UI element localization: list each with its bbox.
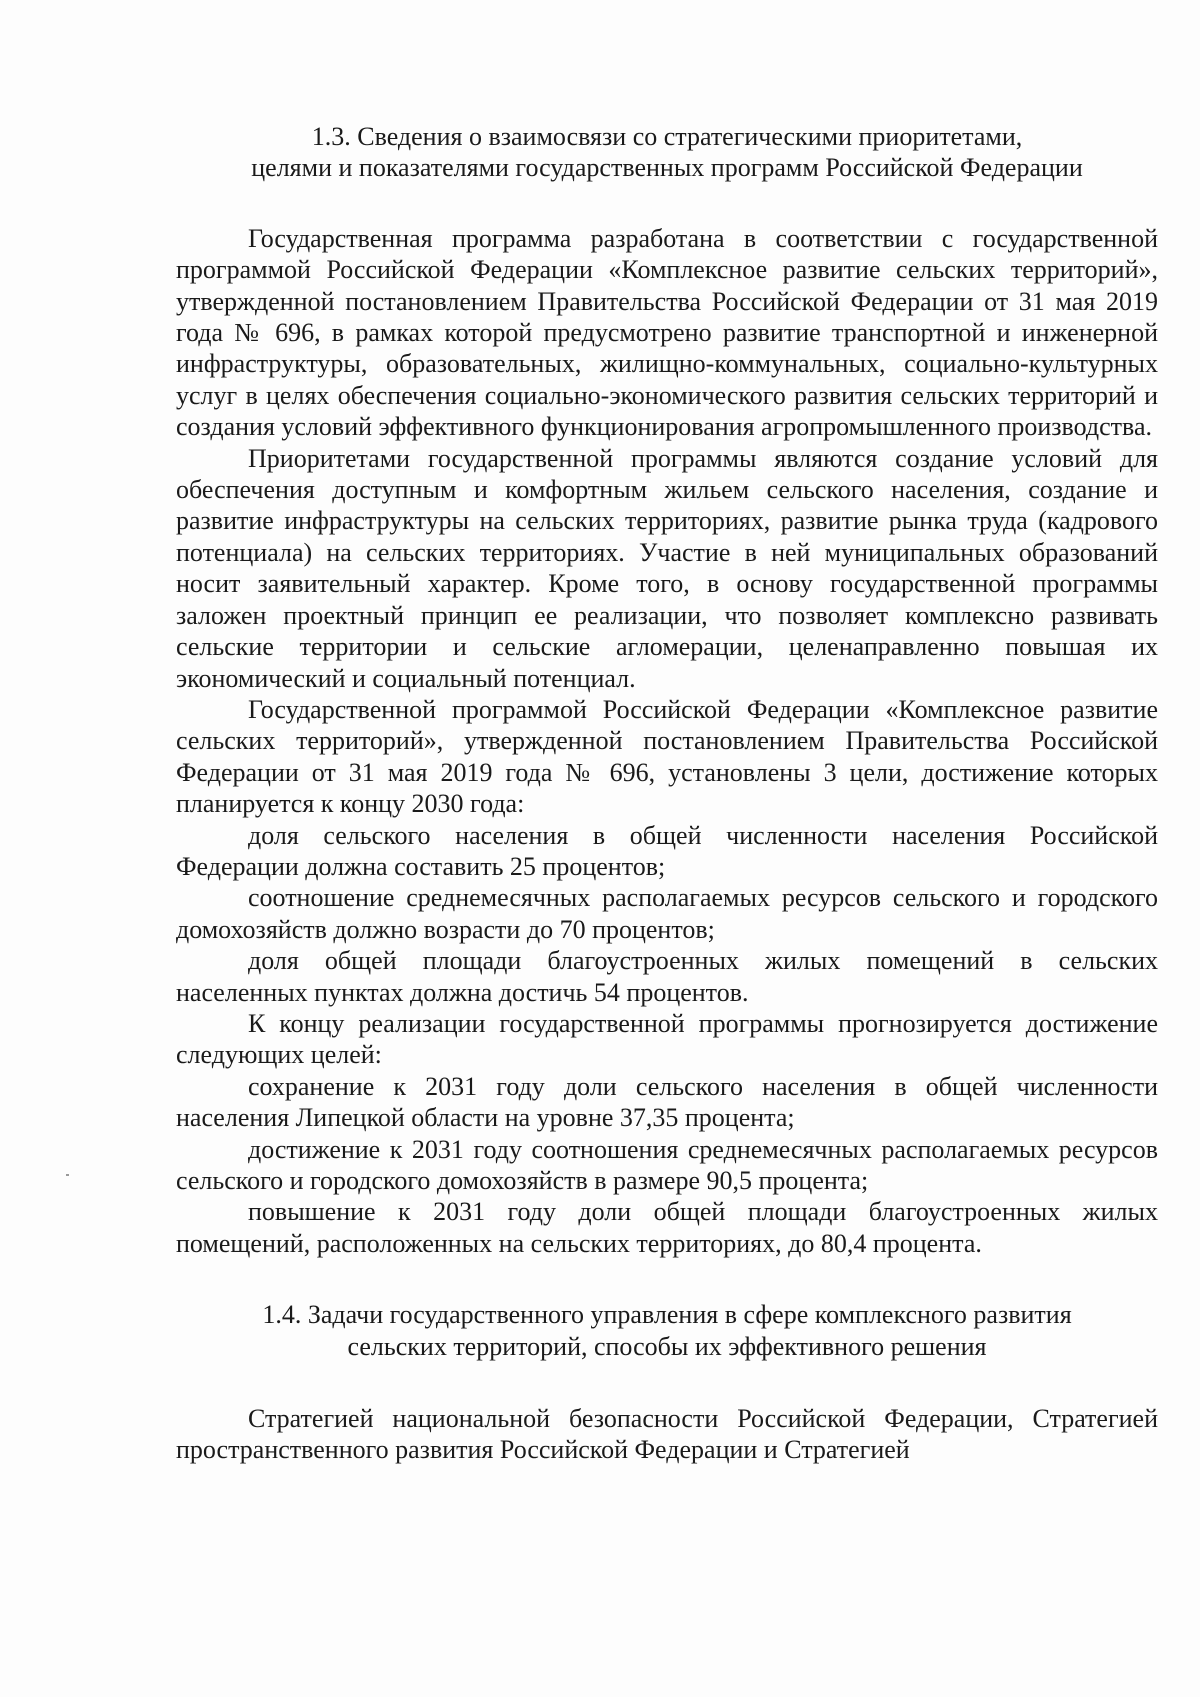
list-item: доля общей площади благоустроенных жилых помещений в сельских населенных пунктах должна достичь 54 процентов. (176, 946, 1158, 1007)
section-1-4-heading-line1: 1.4. Задачи государственного управления в сфере комплексного развития (262, 1300, 1072, 1330)
list-item: сохранение к 2031 году доли сельского населения в общей численности населения Липецкой области на уровне 37,35 процента; (176, 1071, 1158, 1133)
list-item: доля сельского населения в общей численности населения Российской Федерации должна составить 25 процентов; (176, 820, 1158, 881)
paragraph: Государственная программа разработана в соответствии с государственной программой Российской Федерации «Комплексное развитие сельских территорий», утвержденной постановлением Правительства Российской Федерации от 31 мая 2019 года № 696, в рамках которой предусмотрено развитие транспортной и инженерной инфраструктуры, образовательных, жилищно-коммунальных, социально-культурных услуг в целях обеспечения социально-экономического развития сельских территорий и создания условий эффективного функционирования агропромышленного производства. (176, 223, 1158, 442)
section-1-4-heading-line2: сельских территорий, способы их эффективного решения (347, 1331, 987, 1361)
section-1-3-text (176, 223, 1158, 1259)
document-body (176, 121, 1158, 1466)
section-1-4-heading (176, 1299, 1158, 1362)
paragraph: К концу реализации государственной программы прогнозируется достижение следующих целей: (176, 1008, 1158, 1070)
paragraph: Приоритетами государственной программы являются создание условий для обеспечения доступным и комфортным жильем сельского населения, создание и развитие инфраструктуры на сельских территориях, развитие рынка труда (кадрового потенциала) на сельских территориях. Участие в ней муниципальных образований носит заявительный характер. Кроме того, в основу государственной программы заложен проектный принцип ее реализации, что позволяет комплексно развивать сельские территории и сельские агломерации, целенаправленно повышая их экономический и социальный потенциал. (176, 443, 1158, 693)
scan-artifact (66, 1174, 69, 1176)
section-1-3-heading (176, 121, 1158, 184)
section-1-4-text (176, 1403, 1158, 1466)
paragraph: Государственной программой Российской Федерации «Комплексное развитие сельских территорий», утвержденной постановлением Правительства Российской Федерации от 31 мая 2019 года № 696, установлены 3 цели, достижение которых планируется к концу 2030 года: (176, 694, 1158, 819)
list-item: соотношение среднемесячных располагаемых ресурсов сельского и городского домохозяйств должно возрасти до 70 процентов; (176, 883, 1158, 944)
section-1-3-heading-line1: 1.3. Сведения о взаимосвязи со стратегическими приоритетами, (311, 122, 1023, 151)
paragraph: Стратегией национальной безопасности Российской Федерации, Стратегией пространственного развития Российской Федерации и Стратегией (176, 1404, 1158, 1465)
list-item: достижение к 2031 году соотношения среднемесячных располагаемых ресурсов сельского и городского домохозяйств в размере 90,5 процента; (176, 1134, 1158, 1195)
list-item: повышение к 2031 году доли общей площади благоустроенных жилых помещений, расположенных на сельских территориях, до 80,4 процента. (176, 1197, 1158, 1258)
section-1-3-heading-line2: целями и показателями государственных программ Российской Федерации (251, 153, 1083, 183)
